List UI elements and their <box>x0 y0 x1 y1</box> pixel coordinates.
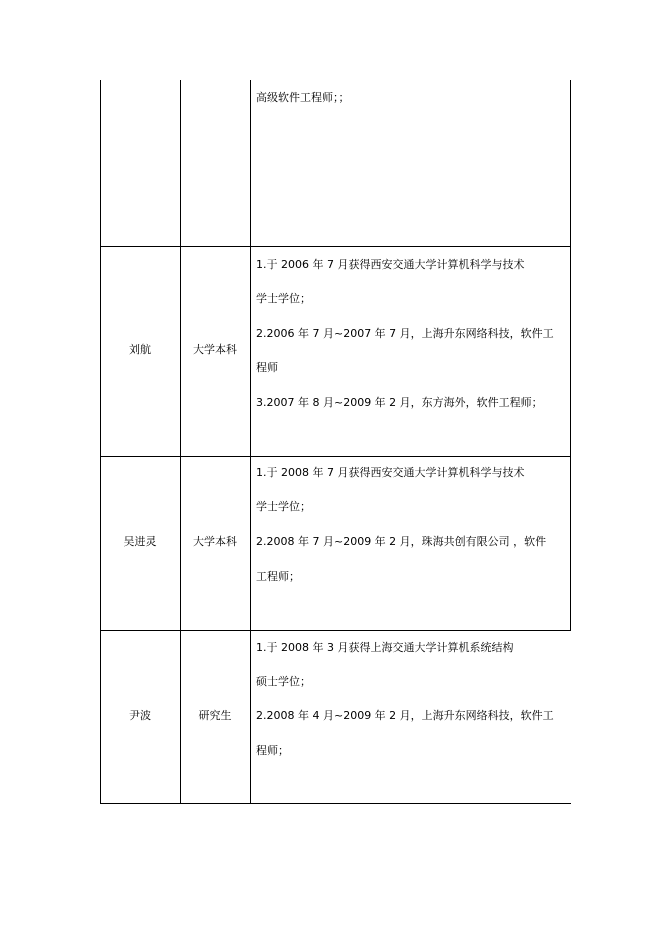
table-row-separator <box>100 246 571 247</box>
table-row-separator <box>100 630 571 631</box>
experience-line: 程师 <box>256 361 278 374</box>
experience-line: 2.2008 年 7 月~2009 年 2 月，珠海共创有限公司 ，软件 <box>256 535 547 548</box>
table-divider-name-degree <box>180 80 181 804</box>
table-border-left <box>100 80 101 804</box>
person-name: 尹波 <box>129 709 151 722</box>
person-name: 吴进灵 <box>123 535 157 548</box>
experience-line: 1.于 2008 年 7 月获得西安交通大学计算机科学与技术 <box>256 466 525 479</box>
experience-line: 1.于 2006 年 7 月获得西安交通大学计算机科学与技术 <box>256 258 525 271</box>
experience-line: 2.2006 年 7 月~2007 年 7 月，上海升东网络科技，软件工 <box>256 327 554 340</box>
experience-line: 学士学位； <box>256 292 311 305</box>
person-name: 刘航 <box>129 343 151 356</box>
table-row-separator <box>100 456 571 457</box>
degree: 研究生 <box>198 709 232 722</box>
experience-line: 学士学位； <box>256 500 311 513</box>
table-divider-degree-experience <box>250 80 251 804</box>
degree: 大学本科 <box>193 535 237 548</box>
experience-line: 2.2008 年 4 月~2009 年 2 月，上海升东网络科技，软件工 <box>256 709 554 722</box>
table-border-right <box>570 80 571 631</box>
experience-line: 1.于 2008 年 3 月获得上海交通大学计算机系统结构 <box>256 641 514 654</box>
experience-line: 程师； <box>256 744 289 757</box>
experience-line: 硕士学位； <box>256 675 311 688</box>
experience-line: 工程师； <box>256 570 300 583</box>
table-bottom-border <box>100 803 571 804</box>
experience-line: 高级软件工程师；； <box>256 91 350 104</box>
experience-line: 3.2007 年 8 月~2009 年 2 月，东方海外，软件工程师； <box>256 396 543 409</box>
degree: 大学本科 <box>193 343 237 356</box>
